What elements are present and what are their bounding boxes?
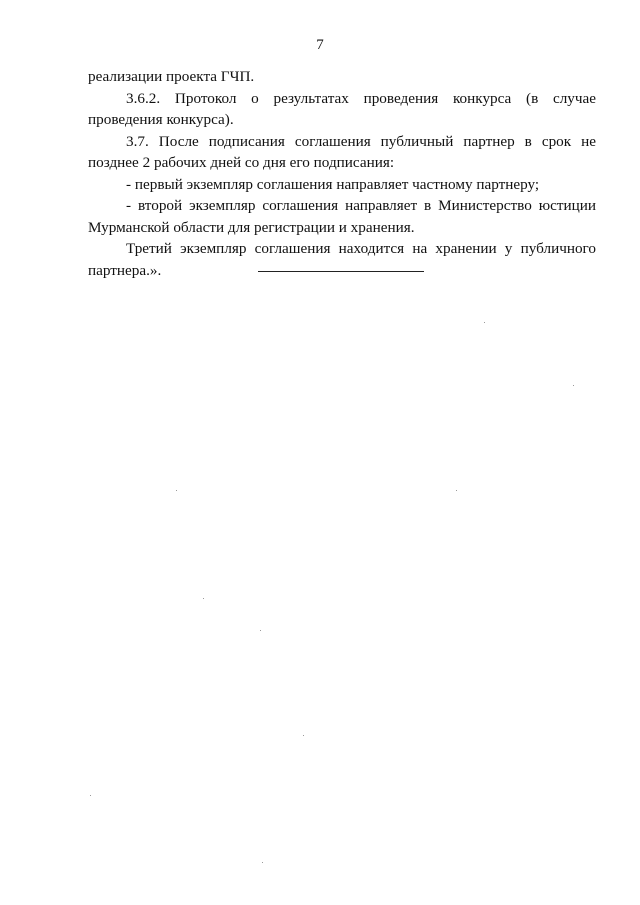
paragraph-third-copy: Третий экземпляр соглашения находится на хранении у публичного партнера.». [88, 240, 596, 279]
list-item-first-copy: - первый экземпляр соглашения направляет частному партнеру; [126, 175, 540, 193]
scan-speck [262, 862, 263, 863]
paragraph-continuation: реализации проекта ГЧП. [88, 68, 255, 85]
paragraph-clause-3-7: 3.7. После подписания соглашения публичный партнер в срок не позднее 2 рабочих дней со дня его подписания: [88, 132, 596, 171]
scan-speck [260, 630, 261, 631]
page-number: 7 [316, 37, 324, 53]
list-item-second-copy: - второй экземпляр соглашения направляет в Министерство юстиции Мурманской области для регистрации и хранения. [88, 197, 596, 236]
scan-speck [303, 735, 304, 736]
document-body [88, 66, 596, 281]
scan-speck [484, 322, 485, 323]
scan-speck [203, 598, 204, 599]
scan-speck [176, 490, 177, 491]
scan-speck [573, 385, 574, 386]
paragraph-clause-3-6-2: 3.6.2. Протокол о результатах проведения конкурса (в случае проведения конкурса). [88, 89, 596, 128]
end-divider-line [258, 271, 424, 272]
scan-speck [90, 795, 91, 796]
scan-speck [456, 490, 457, 491]
